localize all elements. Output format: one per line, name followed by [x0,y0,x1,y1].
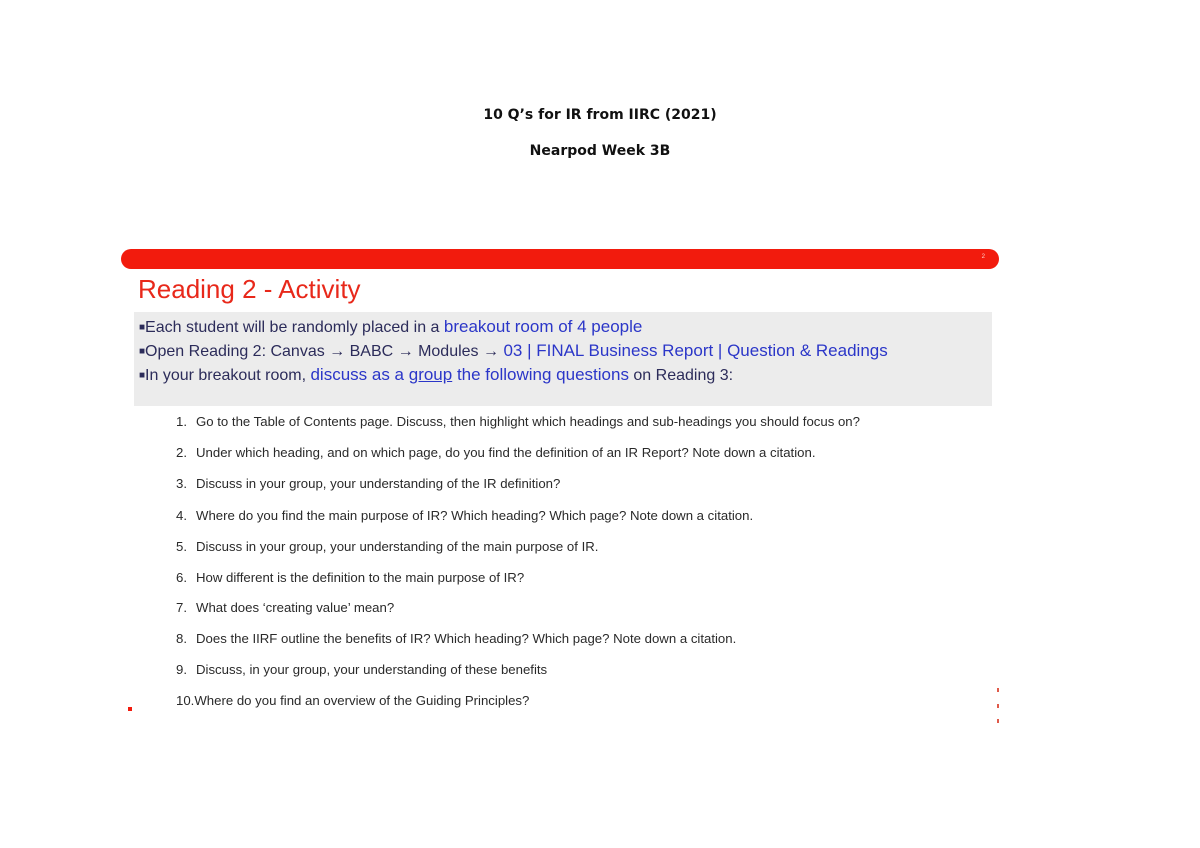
square-bullet-icon: ■ [139,370,146,381]
question-text: Discuss in your group, your understanding of the IR definition? [196,476,561,491]
question-number: 10. [176,693,195,708]
question-item [176,631,736,646]
bullet-highlight-underlined: group [408,365,453,384]
question-item [176,693,529,708]
question-text: Discuss, in your group, your understanding of these benefits [196,662,548,677]
question-item [176,414,860,429]
question-number: 6. [176,570,187,585]
bullet-text: Each student will be randomly placed in a [145,319,444,336]
question-item [176,600,394,615]
question-text: Does the IIRF outline the benefits of IR? Which heading? Which page? Note down a citation. [196,631,737,646]
edge-tick [997,688,999,692]
question-number: 1. [176,414,187,429]
question-text: What does ‘creating value’ mean? [196,600,395,615]
bullet-highlight: breakout room of 4 people [443,317,643,336]
document-title: 10 Q’s for IR from IIRC (2021) [483,107,717,123]
question-item [176,662,547,677]
bullet-item [139,365,733,385]
question-text: Go to the Table of Contents page. Discuss, then highlight which headings and sub-headings you should focus on? [196,414,860,429]
question-text: Under which heading, and on which page, do you find the definition of an IR Report? Note down a citation. [196,445,816,460]
edge-tick [997,704,999,708]
question-text: How different is the definition to the main purpose of IR? [196,570,525,585]
question-number: 3. [176,476,187,491]
question-item [176,445,815,460]
bullet-text: Open Reading 2: Canvas → BABC → Modules → [145,343,504,360]
question-number: 5. [176,539,187,554]
bullet-text: In your breakout room, [145,367,311,384]
question-number: 9. [176,662,187,677]
document-subtitle: Nearpod Week 3B [529,143,671,159]
bullet-text: on Reading 3: [628,367,734,384]
slide-heading: Reading 2 - Activity [138,274,361,304]
question-item [176,508,753,523]
question-number: 8. [176,631,187,646]
question-text: Where do you find an overview of the Guiding Principles? [194,693,530,708]
bullet-highlight: the following questions [452,365,629,384]
question-number: 4. [176,508,187,523]
square-bullet-icon: ■ [139,346,146,357]
bullet-highlight: discuss as a [310,365,409,384]
square-bullet-icon: ■ [139,322,146,333]
bullet-item [139,317,642,337]
instructions-box [134,312,992,406]
question-text: Discuss in your group, your understanding of the main purpose of IR. [196,539,599,554]
question-item [176,476,560,491]
question-item [176,539,598,554]
question-item [176,570,524,585]
bullet-item [139,341,888,361]
bullet-highlight: 03 | FINAL Business Report | Question & Readings [503,341,888,360]
question-text: Where do you find the main purpose of IR? Which heading? Which page? Note down a citation. [196,508,754,523]
slide-number: 2 [981,254,985,260]
question-number: 7. [176,600,187,615]
question-number: 2. [176,445,187,460]
red-marker [128,707,132,711]
slide-header-bar [121,249,999,269]
edge-tick [997,719,999,723]
